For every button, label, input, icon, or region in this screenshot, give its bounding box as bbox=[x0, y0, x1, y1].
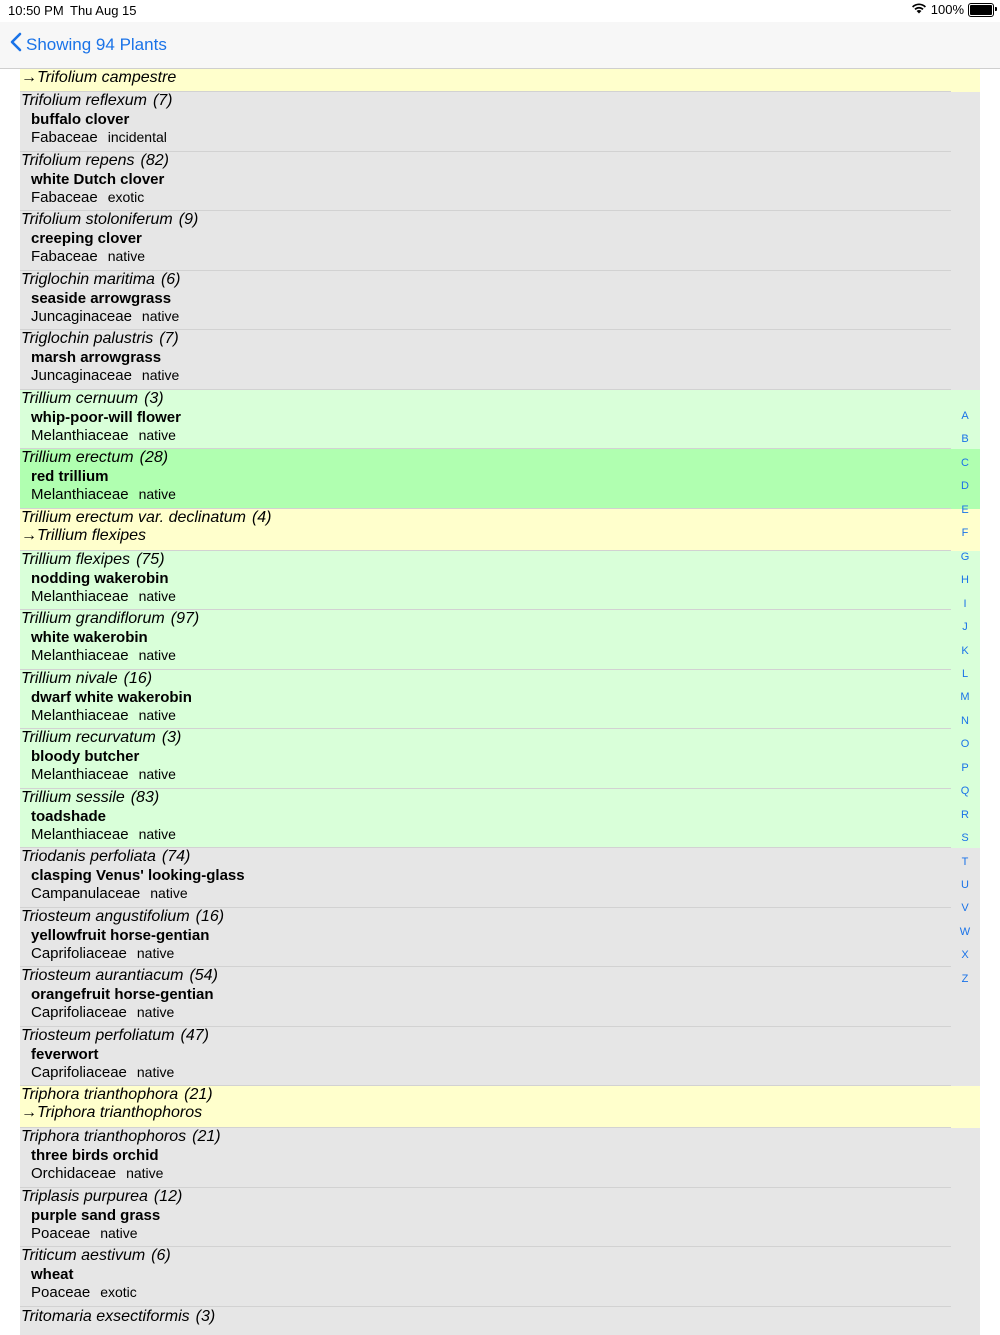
family-line bbox=[31, 1225, 138, 1242]
family-name: Fabaceae bbox=[31, 248, 98, 265]
index-letter[interactable]: D bbox=[961, 480, 969, 493]
scientific-name-text: Triticum aestivum bbox=[21, 1247, 146, 1264]
observation-count: (47) bbox=[180, 1026, 209, 1044]
list-item[interactable] bbox=[20, 667, 980, 730]
index-letter[interactable]: A bbox=[961, 410, 969, 422]
scientific-name-text: Trifolium reflexum bbox=[21, 92, 147, 109]
observation-count: (4) bbox=[251, 508, 272, 526]
index-letter[interactable]: H bbox=[961, 574, 969, 587]
list-item[interactable] bbox=[20, 152, 980, 212]
list-item[interactable] bbox=[20, 1027, 980, 1087]
index-letter[interactable]: Z bbox=[961, 972, 969, 985]
observation-count: (3) bbox=[161, 729, 182, 746]
family-line bbox=[31, 189, 144, 206]
observation-count: (6) bbox=[160, 270, 181, 288]
scientific-name-text: Trillium nivale bbox=[21, 669, 118, 687]
family-name: Melanthiaceae bbox=[31, 486, 129, 503]
scientific-name-text: Tritomaria exsectiformis bbox=[21, 1307, 190, 1325]
list-item[interactable] bbox=[20, 908, 980, 968]
common-name: nodding wakerobin bbox=[31, 569, 169, 587]
list-item[interactable] bbox=[20, 69, 980, 92]
common-name: creeping clover bbox=[31, 230, 142, 247]
index-letter[interactable]: X bbox=[961, 949, 969, 962]
family-name: Juncaginaceae bbox=[31, 367, 132, 384]
index-letter[interactable]: G bbox=[960, 550, 970, 563]
index-letter[interactable]: N bbox=[961, 714, 969, 727]
family-line bbox=[31, 707, 176, 724]
scientific-name bbox=[21, 1308, 215, 1326]
family-name: Poaceae bbox=[31, 1284, 91, 1301]
family-line bbox=[31, 129, 167, 146]
observation-count: (16) bbox=[195, 907, 225, 925]
scientific-name-text: Triglochin maritima bbox=[21, 270, 155, 288]
common-name: white Dutch clover bbox=[31, 170, 165, 188]
index-letter[interactable]: E bbox=[961, 503, 969, 516]
native-status: native bbox=[138, 587, 176, 604]
scientific-name bbox=[21, 551, 165, 569]
family-line bbox=[31, 248, 145, 265]
common-name: clasping Venus' looking-glass bbox=[31, 867, 245, 884]
common-name: feverwort bbox=[31, 1045, 99, 1063]
family-line bbox=[31, 1064, 174, 1081]
scientific-name-text: Triosteum perfoliatum bbox=[21, 1026, 175, 1044]
family-line bbox=[31, 1165, 163, 1182]
list-item[interactable] bbox=[20, 1247, 980, 1307]
family-line bbox=[31, 308, 179, 325]
family-line bbox=[31, 766, 176, 783]
observation-count: (16) bbox=[123, 669, 153, 687]
scientific-name bbox=[21, 908, 224, 926]
observation-count: (7) bbox=[152, 92, 173, 109]
scientific-name-text: Trillium erectum var. declinatum bbox=[21, 508, 246, 526]
family-name: Melanthiaceae bbox=[31, 647, 129, 664]
native-status: native bbox=[107, 248, 146, 264]
scientific-name bbox=[21, 1247, 171, 1265]
scientific-name bbox=[21, 449, 168, 467]
list-item[interactable] bbox=[20, 509, 980, 551]
scientific-name-text: Triphora trianthophora bbox=[21, 1086, 179, 1103]
scientific-name bbox=[21, 967, 218, 985]
index-letter[interactable]: T bbox=[961, 855, 969, 868]
family-name: Melanthiaceae bbox=[31, 706, 129, 724]
common-name: three birds orchid bbox=[31, 1147, 159, 1164]
list-item[interactable] bbox=[20, 1128, 980, 1188]
index-letter[interactable]: I bbox=[963, 597, 967, 610]
list-item[interactable] bbox=[20, 330, 980, 390]
scientific-name bbox=[21, 152, 169, 170]
list-item[interactable] bbox=[20, 211, 980, 271]
index-letter[interactable]: O bbox=[960, 738, 970, 751]
native-status: exotic bbox=[100, 1284, 137, 1300]
family-name: Campanulaceae bbox=[31, 885, 141, 902]
synonym-target: →Trillium flexipes bbox=[21, 526, 147, 544]
family-line bbox=[31, 1004, 174, 1021]
back-button[interactable] bbox=[10, 32, 167, 57]
index-letter[interactable]: P bbox=[961, 761, 969, 774]
family-line bbox=[31, 486, 176, 503]
scientific-name-text: Triglochin palustris bbox=[21, 330, 154, 347]
common-name: marsh arrowgrass bbox=[31, 349, 162, 366]
observation-count: (74) bbox=[161, 848, 191, 865]
native-status: exotic bbox=[107, 188, 145, 205]
common-name: toadshade bbox=[31, 807, 107, 825]
wifi-icon bbox=[911, 2, 927, 17]
native-status: native bbox=[136, 1063, 175, 1080]
scientific-name bbox=[21, 1027, 209, 1045]
scientific-name-text: Triosteum angustifolium bbox=[21, 907, 190, 925]
list-item[interactable] bbox=[20, 449, 980, 509]
native-status: native bbox=[136, 944, 175, 961]
scientific-name bbox=[21, 1128, 221, 1146]
scientific-name bbox=[21, 330, 179, 348]
family-line bbox=[31, 588, 176, 605]
index-letter[interactable]: Q bbox=[960, 785, 970, 798]
family-line bbox=[31, 826, 176, 843]
scientific-name bbox=[21, 390, 164, 408]
family-line bbox=[31, 1284, 137, 1301]
index-letter[interactable]: L bbox=[961, 667, 969, 680]
battery-percent: 100% bbox=[930, 2, 964, 17]
scientific-name-text: Trillium grandiflorum bbox=[21, 610, 165, 627]
index-letter[interactable]: J bbox=[962, 621, 968, 634]
native-status: native bbox=[138, 426, 176, 443]
scientific-name-text: Triosteum aurantiacum bbox=[21, 967, 184, 984]
index-letter[interactable]: K bbox=[961, 644, 969, 657]
list-item[interactable] bbox=[20, 967, 980, 1027]
scientific-name-text: Trillium cernuum bbox=[21, 389, 139, 407]
scientific-name-text: Trifolium stoloniferum bbox=[21, 211, 173, 228]
family-name: Melanthiaceae bbox=[31, 766, 129, 783]
redirect-target: →Trifolium campestre bbox=[21, 69, 177, 86]
family-name: Poaceae bbox=[31, 1224, 91, 1242]
list-item[interactable] bbox=[20, 789, 980, 849]
scientific-name bbox=[21, 670, 152, 688]
battery-icon bbox=[968, 3, 994, 17]
common-name: white wakerobin bbox=[31, 629, 148, 646]
observation-count: (3) bbox=[144, 389, 164, 407]
family-name: Fabaceae bbox=[31, 188, 98, 206]
back-button-label: Showing 94 Plants bbox=[26, 34, 167, 54]
synonym-target: →Triphora trianthophoros bbox=[21, 1104, 203, 1121]
index-letter[interactable]: B bbox=[961, 433, 969, 446]
native-status: native bbox=[150, 885, 188, 901]
scientific-name-text: Trillium erectum bbox=[21, 449, 134, 466]
observation-count: (82) bbox=[140, 151, 169, 169]
list-item[interactable] bbox=[20, 390, 980, 450]
observation-count: (9) bbox=[178, 211, 199, 228]
scientific-name bbox=[21, 1188, 182, 1206]
status-right bbox=[911, 2, 994, 17]
native-status: native bbox=[138, 706, 176, 723]
scientific-name-text: Trillium recurvatum bbox=[21, 729, 156, 746]
observation-count: (6) bbox=[151, 1247, 171, 1264]
common-name: whip-poor-will flower bbox=[31, 408, 181, 426]
list-item[interactable] bbox=[20, 1188, 980, 1248]
scientific-name bbox=[21, 509, 272, 527]
index-letter[interactable]: C bbox=[961, 456, 969, 469]
common-name: dwarf white wakerobin bbox=[31, 688, 192, 706]
family-name: Caprifoliaceae bbox=[31, 1063, 127, 1081]
observation-count: (21) bbox=[184, 1086, 213, 1103]
family-line bbox=[31, 367, 179, 384]
observation-count: (75) bbox=[136, 550, 165, 568]
native-status: native bbox=[141, 367, 180, 383]
list-item[interactable] bbox=[20, 610, 980, 670]
native-status: native bbox=[100, 1224, 138, 1241]
status-date: Thu Aug 15 bbox=[70, 3, 137, 18]
native-status: native bbox=[138, 766, 176, 782]
native-status: native bbox=[126, 1165, 164, 1181]
chevron-left-icon bbox=[10, 32, 26, 57]
family-name: Orchidaceae bbox=[31, 1165, 117, 1182]
index-letter[interactable]: M bbox=[960, 691, 970, 704]
scientific-name bbox=[21, 789, 159, 807]
scientific-name-text: Triodanis perfoliata bbox=[21, 848, 156, 865]
common-name: buffalo clover bbox=[31, 111, 130, 128]
family-line bbox=[31, 945, 174, 962]
family-line bbox=[31, 647, 176, 664]
common-name: wheat bbox=[31, 1266, 74, 1283]
index-letter[interactable]: W bbox=[959, 925, 971, 938]
scientific-name-text: Trillium sessile bbox=[21, 788, 125, 806]
family-name: Melanthiaceae bbox=[31, 426, 129, 444]
common-name: purple sand grass bbox=[31, 1206, 161, 1224]
plant-list bbox=[20, 69, 980, 1335]
common-name: orangefruit horse-gentian bbox=[31, 986, 214, 1003]
common-name: red trillium bbox=[31, 468, 109, 485]
index-letter[interactable]: V bbox=[961, 902, 969, 915]
native-status: native bbox=[136, 1004, 175, 1020]
scientific-name-text: Triphora trianthophoros bbox=[21, 1128, 187, 1145]
native-status: native bbox=[138, 647, 176, 663]
native-status: native bbox=[141, 307, 180, 324]
scientific-name-text: Trillium flexipes bbox=[21, 550, 131, 568]
index-letter[interactable]: U bbox=[961, 879, 969, 891]
scientific-name bbox=[21, 1086, 213, 1104]
index-letter[interactable]: S bbox=[961, 832, 969, 845]
family-name: Juncaginaceae bbox=[31, 307, 132, 325]
common-name: yellowfruit horse-gentian bbox=[31, 926, 210, 944]
index-letter[interactable]: F bbox=[961, 527, 969, 540]
observation-count: (28) bbox=[139, 449, 169, 466]
observation-count: (3) bbox=[195, 1307, 216, 1325]
native-status: native bbox=[138, 825, 176, 842]
list-item[interactable] bbox=[20, 92, 980, 152]
family-name: Caprifoliaceae bbox=[31, 1004, 127, 1021]
navigation-bar bbox=[0, 22, 1000, 69]
status-bar bbox=[0, 0, 1000, 22]
scientific-name bbox=[21, 271, 181, 289]
family-name: Melanthiaceae bbox=[31, 587, 129, 605]
scientific-name-text: Trifolium repens bbox=[21, 151, 135, 169]
observation-count: (97) bbox=[170, 610, 200, 627]
family-line bbox=[31, 885, 188, 902]
family-name: Melanthiaceae bbox=[31, 825, 129, 843]
family-name: Caprifoliaceae bbox=[31, 944, 127, 962]
scientific-name bbox=[21, 92, 173, 110]
index-letter[interactable]: R bbox=[961, 808, 969, 821]
list-item[interactable] bbox=[20, 848, 980, 908]
list-item[interactable] bbox=[20, 729, 980, 789]
scientific-name bbox=[21, 211, 198, 229]
observation-count: (12) bbox=[153, 1187, 183, 1205]
observation-count: (7) bbox=[159, 330, 179, 347]
status-time: 10:50 PM bbox=[8, 3, 64, 18]
list-item[interactable] bbox=[20, 1086, 980, 1128]
native-status: native bbox=[138, 486, 176, 502]
family-name: Fabaceae bbox=[31, 129, 98, 146]
list-item[interactable] bbox=[20, 271, 980, 331]
observation-count: (54) bbox=[189, 967, 218, 984]
scientific-name-text: Triplasis purpurea bbox=[21, 1187, 148, 1205]
observation-count: (83) bbox=[130, 788, 160, 806]
native-status: incidental bbox=[107, 129, 167, 145]
scientific-name bbox=[21, 610, 199, 628]
list-item[interactable] bbox=[20, 1307, 980, 1335]
common-name: bloody butcher bbox=[31, 748, 140, 765]
scientific-name bbox=[21, 848, 190, 866]
scientific-name bbox=[21, 729, 181, 747]
list-item[interactable] bbox=[20, 551, 980, 611]
common-name: seaside arrowgrass bbox=[31, 289, 172, 307]
observation-count: (21) bbox=[192, 1128, 221, 1145]
family-line bbox=[31, 427, 176, 444]
